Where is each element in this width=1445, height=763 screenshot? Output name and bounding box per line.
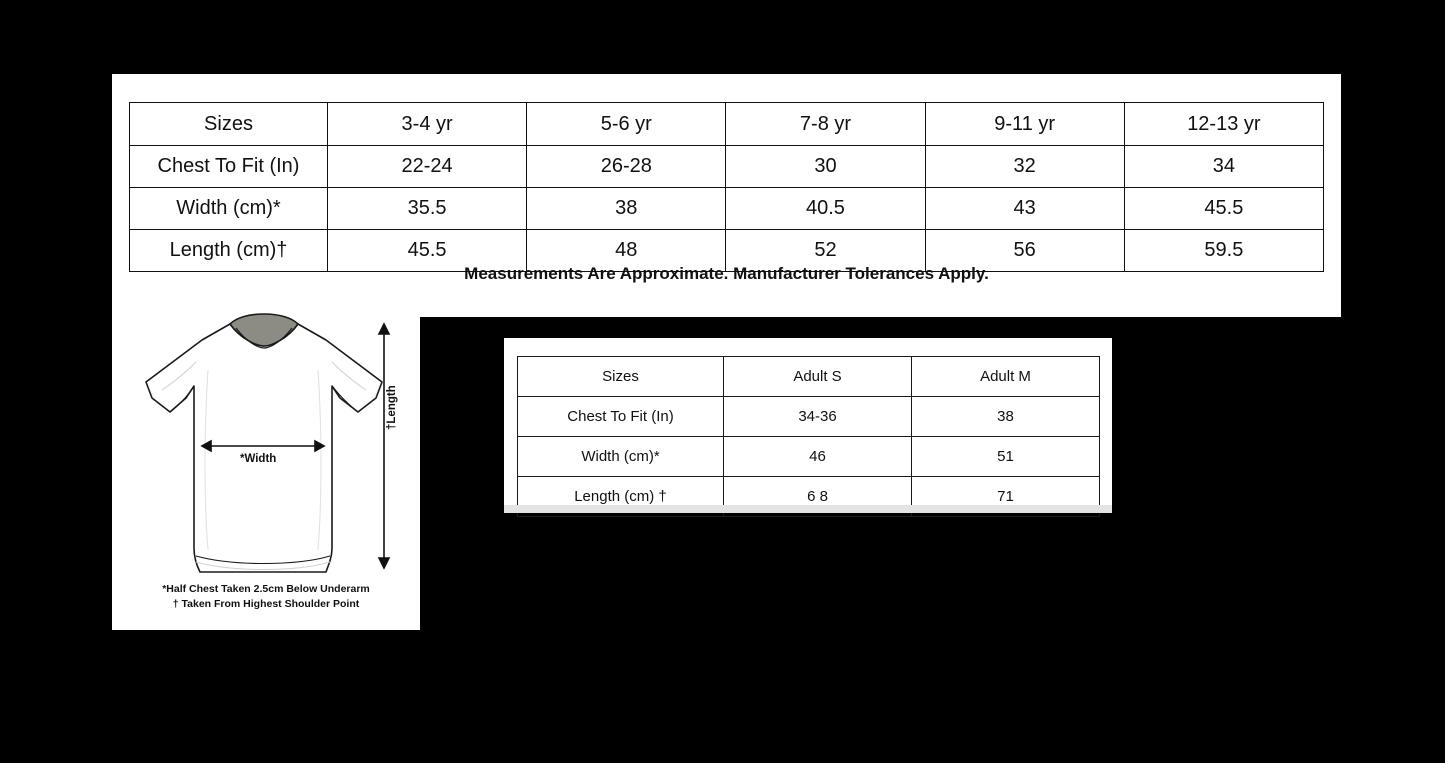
table-cell: 40.5 <box>726 188 925 230</box>
table-cell: Chest To Fit (In) <box>518 397 724 437</box>
diagram-notes <box>112 582 420 612</box>
length-label: †Length <box>386 385 398 430</box>
adult-size-chart-panel <box>504 338 1112 513</box>
table-cell: 46 <box>724 437 912 477</box>
table-cell: 38 <box>527 188 726 230</box>
table-cell: Sizes <box>130 103 328 146</box>
table-row <box>518 397 1100 437</box>
table-cell: 5-6 yr <box>527 103 726 146</box>
table-cell: 71 <box>912 477 1100 517</box>
table-cell: Chest To Fit (In) <box>130 146 328 188</box>
table-row <box>518 437 1100 477</box>
measurements-note: Measurements Are Approximate. Manufacturer Tolerances Apply. <box>464 264 989 283</box>
tshirt-diagram-panel <box>112 310 420 630</box>
table-cell: 34 <box>1124 146 1323 188</box>
kids-size-chart-table <box>129 102 1324 272</box>
table-cell: 43 <box>925 188 1124 230</box>
table-cell: Adult S <box>724 357 912 397</box>
table-cell: 51 <box>912 437 1100 477</box>
table-cell: 32 <box>925 146 1124 188</box>
table-cell: Sizes <box>518 357 724 397</box>
table-cell: 56 <box>925 230 1124 272</box>
panel-shadow <box>504 505 1112 513</box>
table-cell: Width (cm)* <box>130 188 328 230</box>
table-row <box>130 103 1324 146</box>
table-cell: 26-28 <box>527 146 726 188</box>
table-cell: 3-4 yr <box>328 103 527 146</box>
table-cell: 59.5 <box>1124 230 1323 272</box>
table-cell: Length (cm)† <box>130 230 328 272</box>
table-cell: 35.5 <box>328 188 527 230</box>
table-cell: 34-36 <box>724 397 912 437</box>
table-cell: 48 <box>527 230 726 272</box>
tshirt-diagram <box>112 310 420 585</box>
kids-size-chart-panel <box>112 74 1341 317</box>
adult-size-chart-table <box>517 356 1100 517</box>
table-cell: 6 8 <box>724 477 912 517</box>
table-cell: 38 <box>912 397 1100 437</box>
table-cell: 12-13 yr <box>1124 103 1323 146</box>
table-row <box>130 146 1324 188</box>
width-label: *Width <box>240 453 277 465</box>
table-cell: 45.5 <box>328 230 527 272</box>
table-cell: 52 <box>726 230 925 272</box>
table-row <box>518 357 1100 397</box>
table-cell: Adult M <box>912 357 1100 397</box>
table-cell: Length (cm) † <box>518 477 724 517</box>
table-cell: 7-8 yr <box>726 103 925 146</box>
diagram-note-line2: † Taken From Highest Shoulder Point <box>172 598 360 610</box>
table-cell: 45.5 <box>1124 188 1323 230</box>
diagram-note-line1: *Half Chest Taken 2.5cm Below Underarm <box>162 583 370 595</box>
table-cell: 22-24 <box>328 146 527 188</box>
table-cell: 30 <box>726 146 925 188</box>
table-cell: Width (cm)* <box>518 437 724 477</box>
table-cell: 9-11 yr <box>925 103 1124 146</box>
table-row <box>130 188 1324 230</box>
